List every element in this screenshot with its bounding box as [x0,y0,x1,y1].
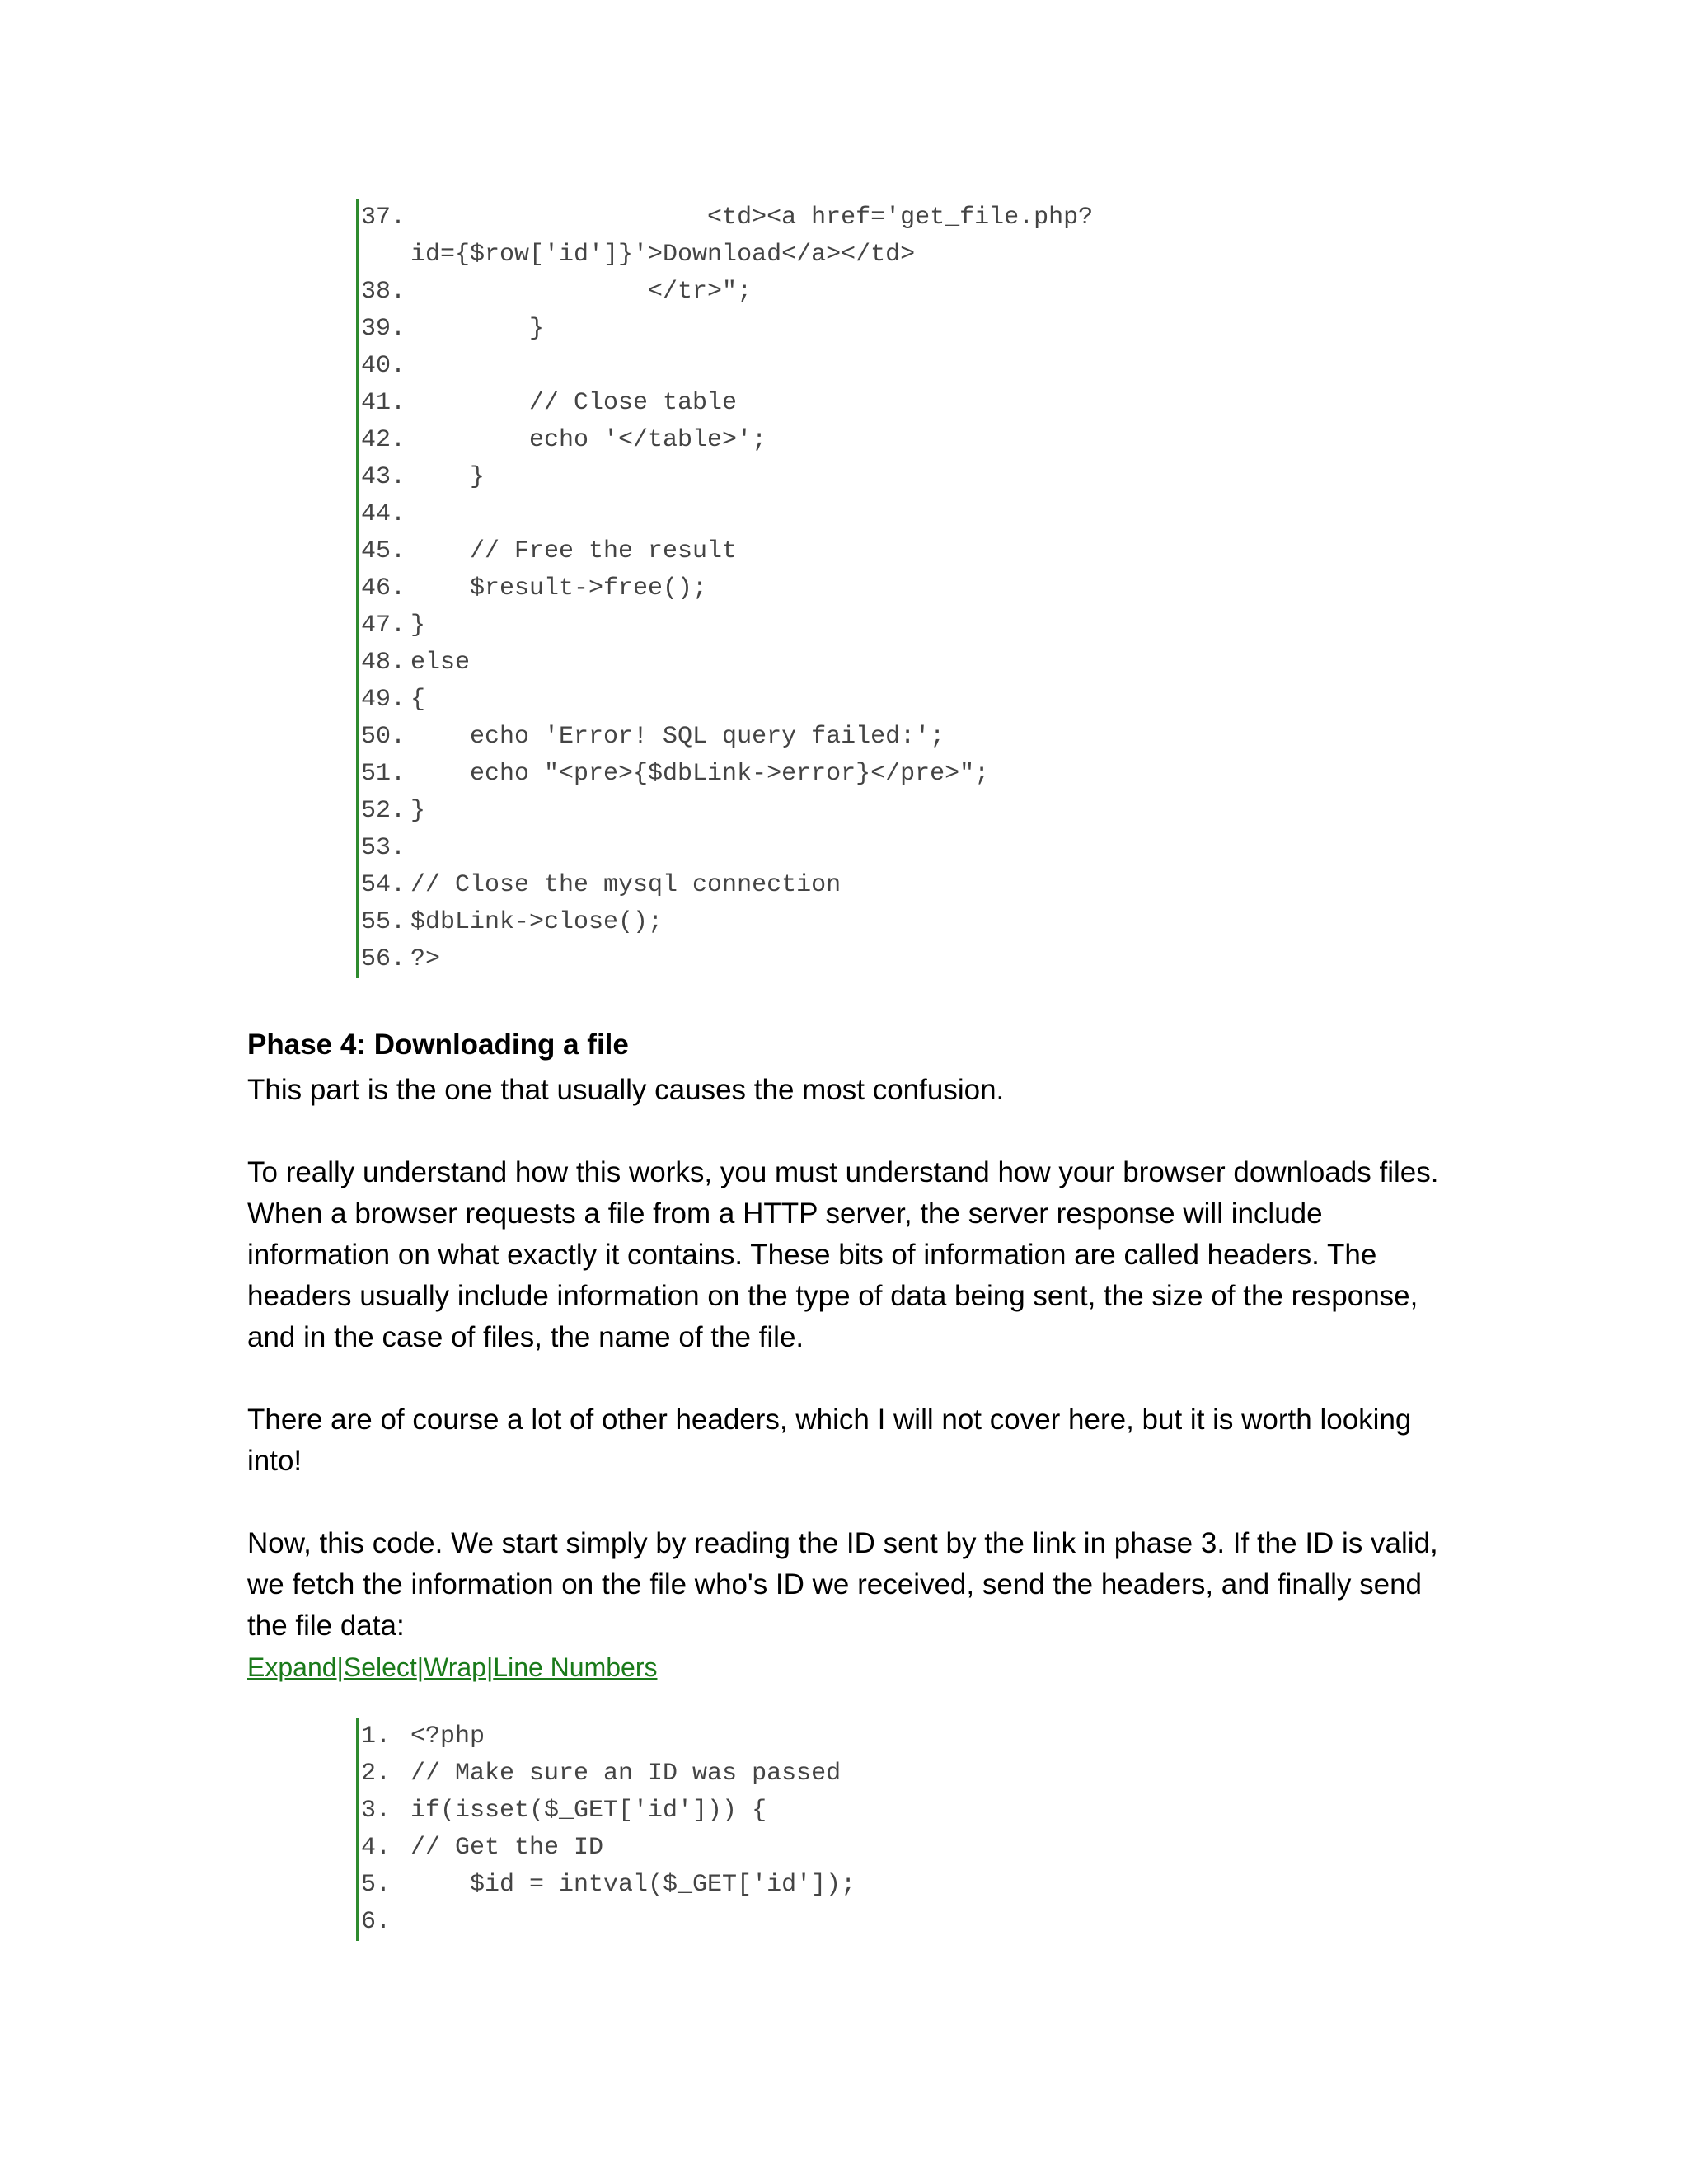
code-text: // Make sure an ID was passed [410,1760,842,1788]
code-line [361,1830,856,1867]
code-line [361,199,1093,237]
code-block [356,199,1093,978]
line-number: 47. [361,612,406,640]
line-number: 5. [361,1871,392,1899]
code-line [361,570,1093,607]
line-numbers-link[interactable]: Line Numbers [493,1652,658,1682]
line-number: 48. [361,649,406,677]
code-line [361,274,1093,311]
link-separator: | [416,1652,424,1682]
line-number: 44. [361,500,406,528]
code-text: // Free the result [410,537,738,565]
code-line [361,1793,856,1830]
code-line [361,1718,856,1755]
code-line [361,459,1093,496]
line-number: 49. [361,686,406,714]
paragraph: To really understand how this works, you must understand how your browser downloads files. When a browser requests a file from a HTTP server, the server response will include information on what exactly it contains. These bits of information are called headers. The headers usually include information on the type of data being sent, the size of the response, and in the case of files, the name of the file. [247,1156,1439,1353]
code-text: $result->free(); [410,574,708,602]
code-text: ?> [410,945,441,973]
code-line [361,1867,856,1904]
line-number: 39. [361,315,406,343]
paragraph: Now, this code. We start simply by reading the ID sent by the link in phase 3. If the ID is valid, we fetch the information on the file who's ID we received, send the headers, and finally send the file data: [247,1527,1438,1642]
line-number: 45. [361,537,406,565]
code-text: // Get the ID [410,1834,604,1862]
code-text: // Close the mysql connection [410,871,842,899]
code-line [361,682,1093,719]
code-text: } [410,463,485,491]
line-number: 46. [361,574,406,602]
line-number: 40. [361,352,406,380]
line-number: 55. [361,908,406,936]
code-text: if(isset($_GET['id'])) { [410,1797,767,1825]
line-number: 56. [361,945,406,973]
code-line [361,644,1093,682]
code-line [361,830,1093,867]
code-line [361,348,1093,385]
code-line [361,756,1093,793]
code-line [361,941,1093,978]
code-text: } [410,797,426,825]
line-number: 43. [361,463,406,491]
code-text: { [410,686,426,714]
code-text: </tr>"; [410,278,753,306]
link-separator: | [485,1652,494,1682]
line-number: 42. [361,426,406,454]
line-number: 38. [361,278,406,306]
paragraph: There are of course a lot of other headers, which I will not cover here, but it is worth looking into! [247,1404,1412,1477]
code-line [361,311,1093,348]
code-text: echo "<pre>{$dbLink->error}</pre>"; [410,760,990,788]
code-text: echo 'Error! SQL query failed:'; [410,723,945,751]
select-link[interactable]: Select [343,1652,417,1682]
code-line [361,607,1093,644]
code-line [361,385,1093,422]
line-number: 2. [361,1760,392,1788]
code-toolbar [247,1647,657,1688]
line-number: 3. [361,1797,392,1825]
line-number: 52. [361,797,406,825]
code-text: <?php [410,1722,485,1750]
line-number: 50. [361,723,406,751]
expand-link[interactable]: Expand [247,1652,337,1682]
code-text: echo '</table>'; [410,426,767,454]
code-text: $dbLink->close(); [410,908,663,936]
code-line [361,1904,856,1941]
link-separator: | [336,1652,344,1682]
code-text: else [410,649,471,677]
line-number: 6. [361,1908,392,1936]
line-number: 4. [361,1834,392,1862]
code-line [361,496,1093,533]
line-number: 51. [361,760,406,788]
code-line [361,793,1093,830]
code-line [361,1755,856,1793]
code-text: } [410,315,545,343]
code-line [361,533,1093,570]
code-text-continuation: id={$row['id']}'>Download</a></td> [410,241,916,269]
code-line [361,867,1093,904]
code-text: } [410,612,426,640]
code-line [361,904,1093,941]
code-text: <td><a href='get_file.php? [410,204,1094,232]
code-text: $id = intval($_GET['id']); [410,1871,856,1899]
paragraph: This part is the one that usually causes the most confusion. [247,1074,1005,1106]
code-line [361,422,1093,459]
line-number: 37. [361,204,406,232]
line-number: 54. [361,871,406,899]
line-number: 53. [361,834,406,862]
code-line [361,719,1093,756]
wrap-link[interactable]: Wrap [424,1652,486,1682]
line-number: 41. [361,389,406,417]
code-text: // Close table [410,389,738,417]
section-heading: Phase 4: Downloading a file [247,1029,629,1061]
code-block [356,1718,856,1941]
line-number: 1. [361,1722,392,1750]
